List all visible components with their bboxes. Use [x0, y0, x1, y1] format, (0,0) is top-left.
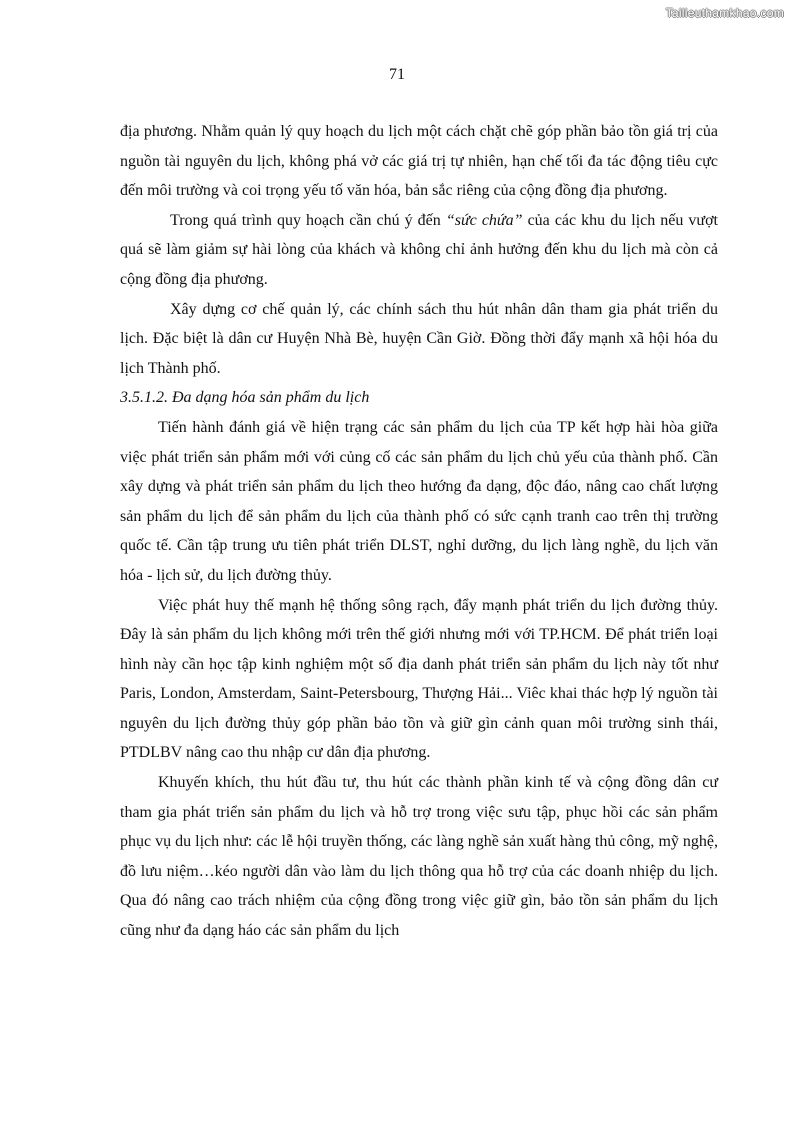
paragraph-3: Xây dựng cơ chế quản lý, các chính sách thu hút nhân dân tham gia phát triển du lịch. Đặc biệt là dân cư Huyện Nhà Bè, huyện Cần Giờ. Đồng thời đẩy mạnh xã hội hóa du lịch Thành phố.: [120, 300, 718, 377]
paragraph-2-before: Trong quá trình quy hoạch cần chú ý đến: [170, 211, 446, 229]
section-heading: 3.5.1.2. Đa dạng hóa sản phẩm du lịch: [120, 389, 370, 407]
paragraph-4: Tiến hành đánh giá về hiện trạng các sản phẩm du lịch của TP kết hợp hài hòa giữa việc phát triển sản phẩm mới với củng cố các sản phẩm du lịch chủ yếu của thành phố. Cần xây dựng và phát triển sản phẩm du lịch theo hướng đa dạng, độc đáo, nâng cao chất lượng sản phẩm du lịch để sản phẩm du lịch của thành phố có sức cạnh tranh cao trên thị trường quốc tế. Cần tập trung ưu tiên phát triển DLST, nghỉ dưỡng, du lịch làng nghề, du lịch văn hóa - lịch sử, du lịch đường thủy.: [120, 418, 718, 584]
paragraph-6: Khuyến khích, thu hút đầu tư, thu hút các thành phần kinh tế và cộng đồng dân cư tham gia phát triển sản phẩm du lịch và hỗ trợ trong việc sưu tập, phục hồi các sản phẩm phục vụ du lịch như: các lễ hội truyền thống, các làng nghề sản xuất hàng thủ công, mỹ nghệ, đồ lưu niệm…kéo người dân vào làm du lịch thông qua hỗ trợ của các doanh nhiệp du lịch. Qua đó nâng cao trách nhiệm của cộng đồng trong việc giữ gìn, bảo tồn sản phẩm du lịch cũng như đa dạng háo các sản phẩm du lịch: [120, 774, 718, 940]
paragraph-1: địa phương. Nhằm quản lý quy hoạch du lịch một cách chặt chẽ góp phần bảo tồn giá trị của nguồn tài nguyên du lịch, không phá vở các giá trị tự nhiên, hạn chế tối đa tác động tiêu cực đến môi trường và coi trọng yếu tố văn hóa, bản sắc riêng của cộng đồng địa phương.: [120, 123, 718, 200]
paragraph-2-emphasis: “sức chứa”: [445, 211, 523, 229]
paragraph-2-after: của các khu du lịch nếu vượt quá sẽ làm giảm sự hài lòng của khách và không chỉ ảnh hưởng đến khu du lịch mà còn cả cộng đồng địa phương.: [120, 211, 718, 288]
paragraph-2: [120, 206, 718, 295]
watermark-text: Tailieuthamkhao.com: [665, 6, 784, 20]
document-body: [120, 117, 718, 946]
page-number: 71: [389, 66, 405, 83]
paragraph-5: Việc phát huy thế mạnh hệ thống sông rạch, đẩy mạnh phát triển du lịch đường thủy. Đây là sản phẩm du lịch không mới trên thế giới nhưng mới với TP.HCM. Để phát triển loại hình này cần học tập kinh nghiệm một số địa danh phát triển sản phẩm du lịch này tốt như Paris, London, Amsterdam, Saint-Petersbourg, Thượng Hải... Viêc khai thác hợp lý nguồn tài nguyên du lịch đường thủy góp phần bảo tồn và giữ gìn cảnh quan môi trường sinh thái, PTDLBV nâng cao thu nhập cư dân địa phương.: [120, 596, 718, 762]
